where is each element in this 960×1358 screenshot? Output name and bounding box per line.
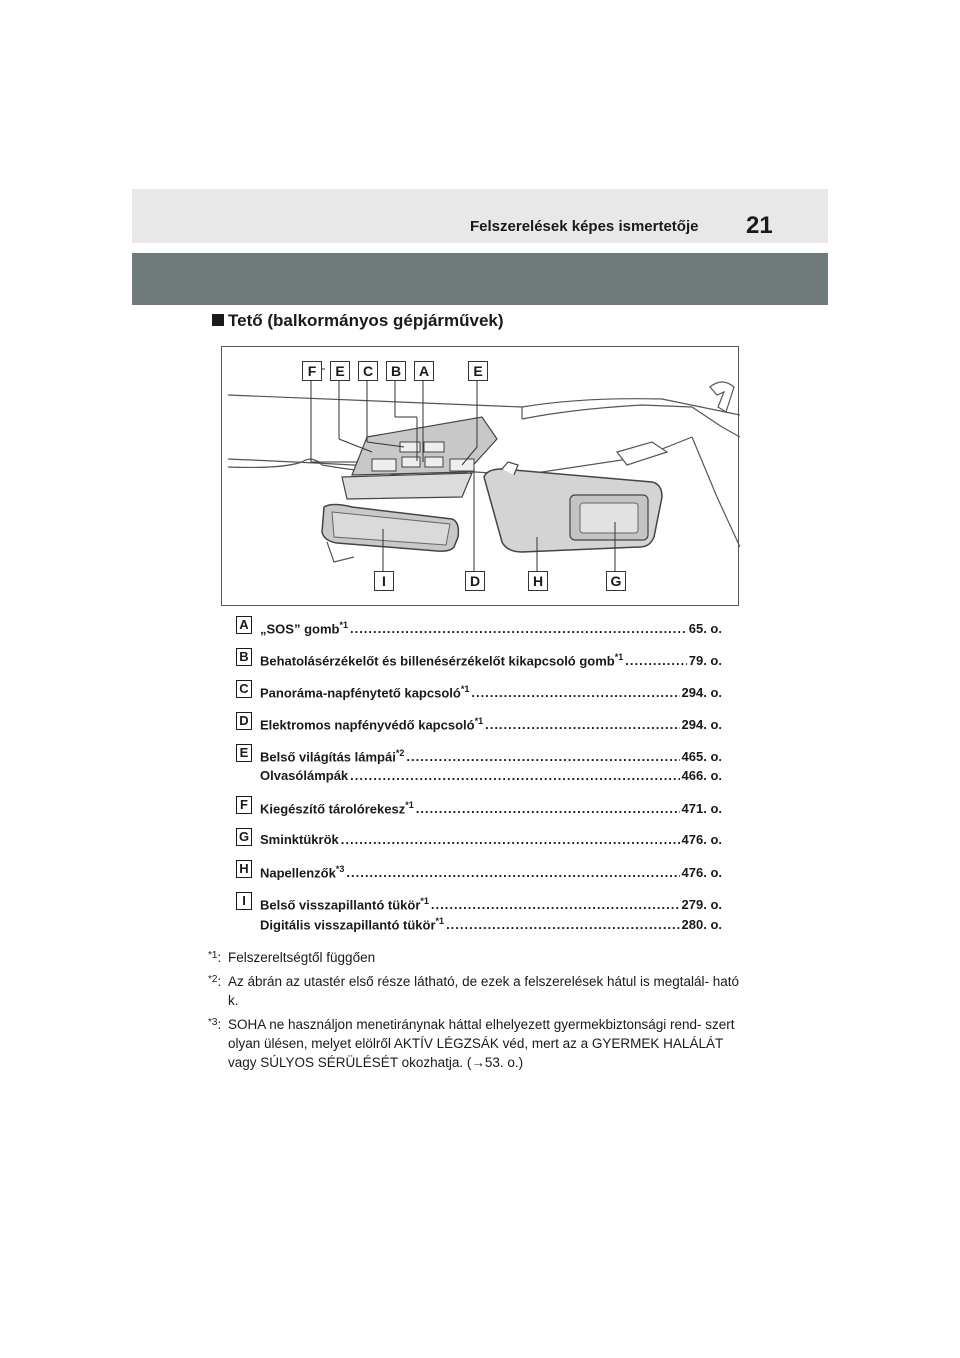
entry-sup: *1 bbox=[474, 716, 484, 726]
entry-label: Panoráma-napfénytető kapcsoló bbox=[260, 685, 461, 701]
section-title bbox=[212, 311, 504, 331]
entry-label: Belső visszapillantó tükör bbox=[260, 897, 421, 913]
legend-letter: D bbox=[236, 712, 252, 730]
roof-illustration bbox=[221, 346, 739, 606]
entry-page: 465. o. bbox=[681, 749, 722, 765]
leader-dots bbox=[346, 865, 679, 880]
entry-label: Olvasólámpák bbox=[260, 768, 349, 783]
page-number: 21 bbox=[746, 212, 773, 239]
leader-dots bbox=[416, 801, 680, 816]
entry-label: „SOS” gomb bbox=[260, 621, 340, 637]
figure-label-g: G bbox=[606, 571, 626, 591]
section-title-text: Tető (balkormányos gépjárművek) bbox=[228, 311, 504, 330]
legend-entry bbox=[260, 684, 722, 700]
legend-entry bbox=[260, 864, 722, 880]
legend-entry bbox=[260, 916, 722, 932]
legend-entry bbox=[260, 768, 722, 783]
legend-entry bbox=[260, 620, 722, 636]
entry-sup: *3 bbox=[335, 864, 345, 874]
entry-label: Elektromos napfényvédő kapcsoló bbox=[260, 717, 475, 733]
figure-label-a: A bbox=[414, 361, 434, 381]
entry-sup: *1 bbox=[420, 896, 429, 906]
leader-dots bbox=[350, 621, 687, 636]
legend-entry bbox=[260, 896, 722, 912]
entry-label: Sminktükrök bbox=[260, 832, 339, 847]
footnote-mark: *3 bbox=[208, 1017, 218, 1028]
figure-label-f: F bbox=[302, 361, 322, 381]
figure-label-b: B bbox=[386, 361, 406, 381]
legend-letter: F bbox=[236, 796, 252, 814]
figure-label-d: D bbox=[465, 571, 485, 591]
figure-label-e: E bbox=[330, 361, 350, 381]
roof-drawing bbox=[222, 347, 740, 607]
legend-letter: H bbox=[236, 860, 252, 878]
figure-label-i: I bbox=[374, 571, 394, 591]
entry-page: 294. o. bbox=[681, 685, 722, 701]
legend-letter: A bbox=[236, 616, 252, 634]
entry-page: 466. o. bbox=[681, 768, 722, 783]
leader-dots bbox=[625, 653, 686, 668]
footnotes bbox=[208, 948, 748, 1077]
footnote: *3: SOHA ne használjon menetiránynak háttal elhelyezett gyermekbiztonsági rend- szert olyan ülésen, melyet elölről AKTÍV LÉGZSÁK véd, mert az a GYERMEK HALÁLÁT vagy SÚLYOS SÉRÜLÉSÉT okozhatja. (→53. o.) bbox=[208, 1017, 735, 1070]
entry-page: 471. o. bbox=[681, 801, 722, 817]
entry-label: Behatolásérzékelőt és billenésérzékelőt kikapcsoló gomb bbox=[260, 653, 615, 669]
entry-page: 279. o. bbox=[681, 897, 722, 913]
leader-dots bbox=[471, 685, 679, 700]
legend-entry bbox=[260, 716, 722, 732]
entry-page: 65. o. bbox=[688, 621, 722, 637]
entry-sup: *1 bbox=[405, 800, 414, 810]
section-band bbox=[132, 253, 828, 305]
legend-letter: C bbox=[236, 680, 252, 698]
entry-sup: *1 bbox=[460, 684, 470, 694]
entry-label: Belső világítás lámpái bbox=[260, 749, 396, 765]
entry-page: 294. o. bbox=[681, 717, 722, 733]
figure-label-e2: E bbox=[468, 361, 488, 381]
square-bullet-icon bbox=[212, 314, 224, 326]
leader-dots bbox=[431, 897, 680, 912]
leader-dots bbox=[446, 917, 679, 932]
legend-entry bbox=[260, 832, 722, 847]
figure-label-c: C bbox=[358, 361, 378, 381]
entry-sup: *1 bbox=[339, 620, 348, 630]
footnote: *1: Felszereltségtől függően bbox=[208, 950, 376, 965]
leader-dots bbox=[485, 717, 679, 732]
footnote-mark: *2 bbox=[208, 974, 218, 985]
legend-letter: I bbox=[236, 892, 252, 910]
header-title: Felszerelések képes ismertetője bbox=[470, 218, 699, 235]
footnote-text: SOHA ne használjon menetiránynak háttal elhelyezett gyermekbiztonsági rend- szert olyan ülésen, melyet elölről AKTÍV LÉGZSÁK véd, mert az a GYERMEK HALÁLÁT vagy SÚLYOS SÉRÜLÉSÉT okozhatja. (→53. o.) bbox=[228, 1017, 735, 1070]
leader-dots bbox=[350, 768, 679, 783]
entry-page: 476. o. bbox=[681, 865, 722, 881]
footnote: *2: Az ábrán az utastér első része látható, de ezek a felszerelések hátul is megtalál- ható k. bbox=[208, 974, 740, 1008]
entry-page: 79. o. bbox=[688, 653, 722, 669]
entry-label: Kiegészítő tárolórekesz bbox=[260, 801, 406, 817]
legend-letter: B bbox=[236, 648, 252, 666]
legend-letter: G bbox=[236, 828, 252, 846]
footnote-mark: *1 bbox=[208, 950, 218, 961]
footnote-text: Felszereltségtől függően bbox=[228, 950, 376, 965]
legend-entry bbox=[260, 748, 722, 764]
entry-page: 476. o. bbox=[681, 832, 722, 847]
entry-sup: *1 bbox=[435, 916, 445, 926]
legend-entry bbox=[260, 652, 722, 668]
leader-dots bbox=[341, 832, 680, 847]
entry-sup: *1 bbox=[614, 652, 624, 662]
leader-dots bbox=[406, 749, 679, 764]
entry-label: Napellenzők bbox=[260, 865, 336, 881]
footnote-text: Az ábrán az utastér első része látható, de ezek a felszerelések hátul is megtalál- ható k. bbox=[228, 974, 740, 1008]
entry-page: 280. o. bbox=[681, 917, 722, 933]
legend-letter: E bbox=[236, 744, 252, 762]
legend-entry bbox=[260, 800, 722, 816]
entry-sup: *2 bbox=[395, 748, 405, 758]
entry-label: Digitális visszapillantó tükör bbox=[260, 917, 436, 933]
figure-label-h: H bbox=[528, 571, 548, 591]
